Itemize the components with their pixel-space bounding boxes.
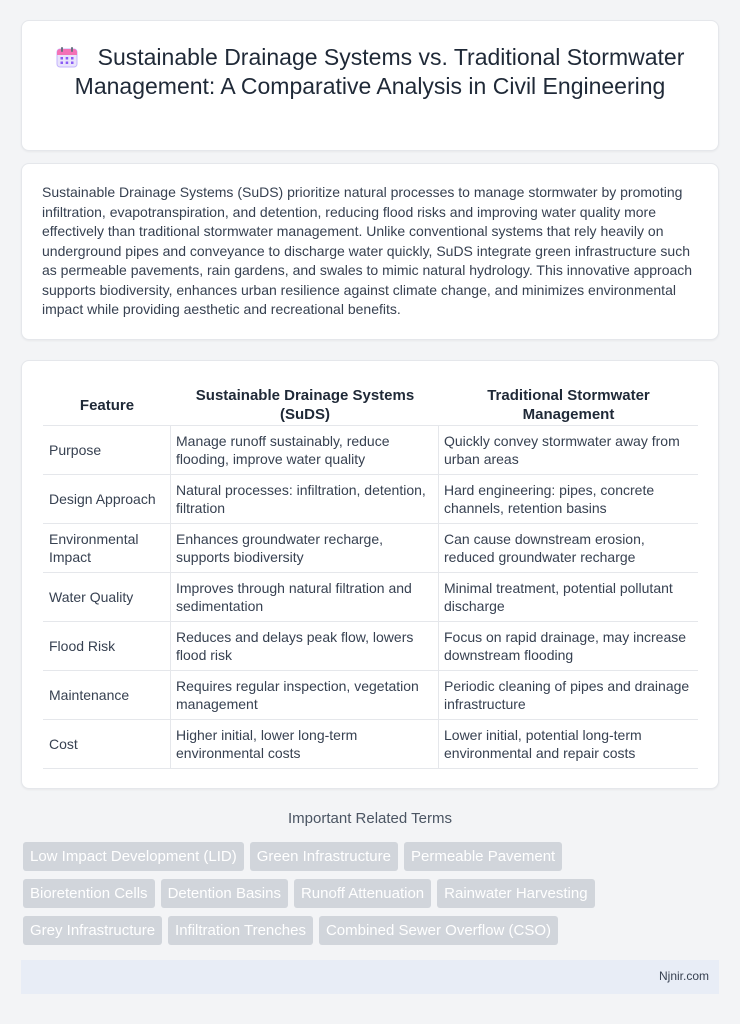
row-feature: Flood Risk: [43, 622, 171, 671]
row-traditional: Hard engineering: pipes, concrete channels, retention basins: [439, 475, 698, 524]
row-feature: Maintenance: [43, 671, 171, 720]
row-feature: Cost: [43, 720, 171, 769]
header-traditional: Traditional Stormwater Management: [487, 387, 650, 423]
table-row: [43, 425, 698, 475]
related-term-tag[interactable]: Permeable Pavement: [404, 842, 562, 871]
header-feature: Feature: [79, 396, 135, 414]
row-traditional: Can cause downstream erosion, reduced groundwater recharge: [439, 524, 698, 573]
related-term-tag[interactable]: Combined Sewer Overflow (CSO): [319, 916, 558, 945]
table-header-row: [43, 381, 698, 425]
row-suds: Manage runoff sustainably, reduce flooding, improve water quality: [171, 425, 439, 475]
related-term-tag[interactable]: Green Infrastructure: [250, 842, 398, 871]
row-suds: Improves through natural filtration and sedimentation: [171, 573, 439, 622]
table-row: [43, 720, 698, 769]
title-card: [21, 20, 719, 151]
related-term-tag[interactable]: Bioretention Cells: [23, 879, 155, 908]
intro-paragraph: Sustainable Drainage Systems (SuDS) prioritize natural processes to manage stormwater by promoting infiltration, evapotranspiration, and detention, reducing flood risks and improving water quality more effectively than traditional stormwater management. Unlike conventional systems that rely heavily on underground pipes and conveyance to discharge water quickly, SuDS integrate green infrastructure such as permeable pavements, rain gardens, and swales to mimic natural hydrology. This innovative approach supports biodiversity, enhances urban resilience against climate change, and minimizes environmental impact while providing aesthetic and recreational benefits.: [42, 184, 693, 317]
related-term-tag[interactable]: Low Impact Development (LID): [23, 842, 244, 871]
row-traditional: Lower initial, potential long-term environmental and repair costs: [439, 720, 698, 769]
header-suds: Sustainable Drainage Systems (SuDS): [195, 387, 415, 423]
row-traditional: Periodic cleaning of pipes and drainage infrastructure: [439, 671, 698, 720]
table-row: [43, 524, 698, 573]
row-suds: Higher initial, lower long-term environmental costs: [171, 720, 439, 769]
row-traditional: Focus on rapid drainage, may increase downstream flooding: [439, 622, 698, 671]
row-feature: Environmental Impact: [43, 524, 171, 573]
row-suds: Reduces and delays peak flow, lowers flood risk: [171, 622, 439, 671]
row-traditional: Quickly convey stormwater away from urban areas: [439, 425, 698, 475]
related-term-tag[interactable]: Detention Basins: [161, 879, 288, 908]
footer: [21, 960, 719, 994]
row-feature: Water Quality: [43, 573, 171, 622]
related-terms-list: [23, 842, 723, 953]
related-term-tag[interactable]: Rainwater Harvesting: [437, 879, 594, 908]
related-term-tag[interactable]: Infiltration Trenches: [168, 916, 313, 945]
row-suds: Enhances groundwater recharge, supports biodiversity: [171, 524, 439, 573]
table-row: [43, 573, 698, 622]
calendar-icon: [56, 46, 78, 68]
table-row: [43, 475, 698, 524]
related-term-tag[interactable]: Grey Infrastructure: [23, 916, 162, 945]
comparison-table: [43, 381, 698, 769]
comparison-table-card: [21, 360, 719, 789]
related-term-tag[interactable]: Runoff Attenuation: [294, 879, 431, 908]
row-suds: Natural processes: infiltration, detention, filtration: [171, 475, 439, 524]
row-feature: Purpose: [43, 425, 171, 475]
related-terms-heading: Important Related Terms: [288, 810, 452, 827]
page-title-text: Sustainable Drainage Systems vs. Traditional Stormwater Management: A Comparative Analysis in Civil Engineering: [74, 44, 685, 99]
footer-site-name: Njnir.com: [658, 969, 709, 983]
page-title: [52, 43, 688, 101]
row-suds: Requires regular inspection, vegetation management: [171, 671, 439, 720]
row-feature: Design Approach: [43, 475, 171, 524]
row-traditional: Minimal treatment, potential pollutant discharge: [439, 573, 698, 622]
intro-card: [21, 163, 719, 340]
table-row: [43, 671, 698, 720]
table-row: [43, 622, 698, 671]
